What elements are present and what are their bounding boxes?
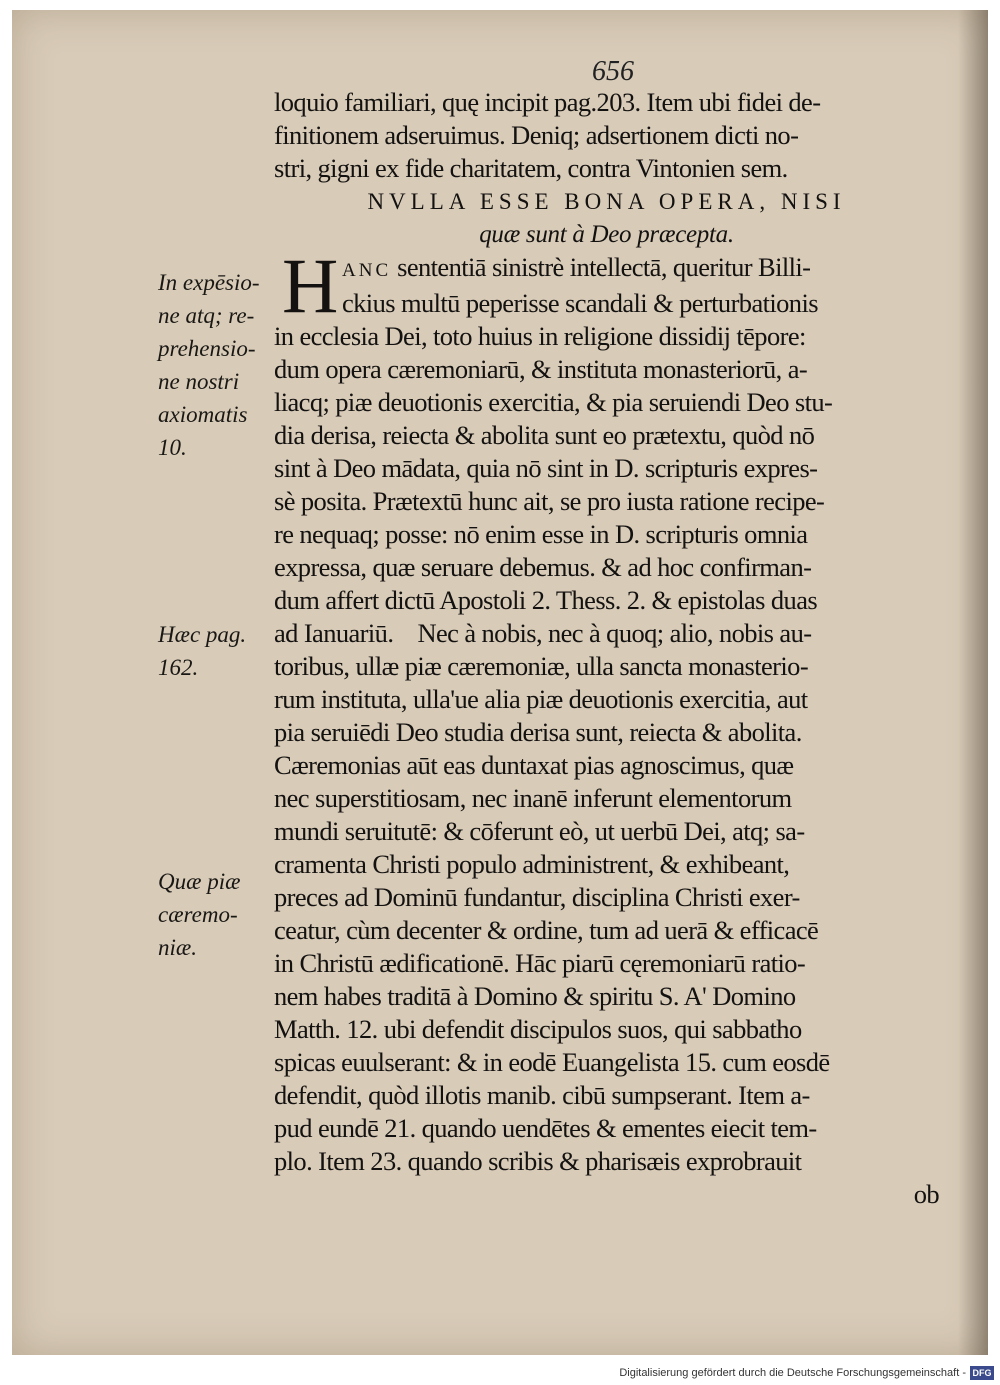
margin-note-line: Quæ piæ xyxy=(158,869,241,894)
first-paragraph xyxy=(274,242,939,329)
text-line: nem habes traditā à Domino & spiritu S. A' Domino xyxy=(274,981,796,1011)
margin-note-line: ne nostri xyxy=(158,369,240,394)
margin-note-line: In expēsio- xyxy=(158,270,260,295)
margin-note-line: prehensio- xyxy=(158,336,256,361)
text-line: dia derisa, reiecta & abolita sunt eo prætextu, quòd nō xyxy=(274,420,815,450)
margin-note-line: 10. xyxy=(158,435,187,460)
catchword: ob xyxy=(913,1179,939,1209)
text-line: pud eundē 21. quando uendētes & ementes eiecit tem- xyxy=(274,1113,817,1143)
text-line: in ecclesia Dei, toto huius in religione dissidij tēpore: xyxy=(274,321,806,351)
page-number: 656 xyxy=(592,56,634,87)
margin-note-line: 162. xyxy=(158,655,199,680)
text-line: ceatur, cùm decenter & ordine, tum ad uerā & efficacē xyxy=(274,915,819,945)
margin-note-expension xyxy=(158,266,263,464)
main-text-block xyxy=(274,86,939,1211)
text-line: re nequaq; posse: nō enim esse in D. scripturis omnia xyxy=(274,519,808,549)
text-line: mundi seruitutē: & cōferunt eò, ut uerbū Dei, atq; sa- xyxy=(274,816,805,846)
text-line: cramenta Christi populo administrent, & exhibeant, xyxy=(274,849,790,879)
first-line-rest: sententiā sinistrè intellectā, queritur Billi- xyxy=(391,252,811,282)
text-line: ad Ianuariū. Nec à nobis, nec à quoq; alio, nobis au- xyxy=(274,618,812,648)
text-line: plo. Item 23. quando scribis & pharisæis exprobrauit xyxy=(274,1146,802,1176)
text-line: preces ad Dominū fundantur, disciplina Christi exer- xyxy=(274,882,800,912)
text-line xyxy=(274,251,939,287)
margin-note-line: ne atq; re- xyxy=(158,303,255,328)
text-line: defendit, quòd illotis manib. cibū sumpserant. Item a- xyxy=(274,1080,810,1110)
text-line: Matth. 12. ubi defendit discipulos suos, qui sabbatho xyxy=(274,1014,802,1044)
first-word-smallcaps: ANC xyxy=(342,260,392,281)
text-line: Cæremonias aūt eas duntaxat pias agnoscimus, quæ xyxy=(274,750,794,780)
margin-note-page-ref xyxy=(158,618,263,684)
text-line: expressa, quæ seruare debemus. & ad hoc confirman- xyxy=(274,552,812,582)
dfg-logo: DFG xyxy=(970,1366,994,1380)
margin-note-line: axiomatis xyxy=(158,402,248,427)
footer-credit: Digitalisierung gefördert durch die Deutsche Forschungsgemeinschaft - xyxy=(619,1367,966,1379)
page-gutter-shadow xyxy=(958,10,988,1355)
text-line: toribus, ullæ piæ cæremoniæ, ulla sancta monasterio- xyxy=(274,651,809,681)
text-line: stri, gigni ex fide charitatem, contra Vintonien sem. xyxy=(274,153,788,183)
text-line: rum instituta, ulla'ue alia piæ deuotionis exercitia, aut xyxy=(274,684,808,714)
text-line: finitionem adseruimus. Deniq; adsertionem dicti no- xyxy=(274,120,799,150)
drop-cap: H xyxy=(282,242,339,329)
margin-note-ceremonies xyxy=(158,865,263,964)
text-line: ckius multū peperisse scandali & perturbationis xyxy=(342,288,818,318)
text-line: pia seruiēdi Deo studia derisa sunt, reiecta & abolita. xyxy=(274,717,802,747)
text-line: nec superstitiosam, nec inanē inferunt elementorum xyxy=(274,783,792,813)
margin-note-line: cæremo- xyxy=(158,902,238,927)
text-line: sint à Deo mādata, quia nō sint in D. scripturis expres- xyxy=(274,453,818,483)
margin-note-line: Hæc pag. xyxy=(158,622,247,647)
text-line: in Christū ædificationē. Hāc piarū cęremoniarū ratio- xyxy=(274,948,806,978)
text-line: sè posita. Prætextū hunc ait, se pro iusta ratione recipe- xyxy=(274,486,825,516)
section-subheading: quæ sunt à Deo præcepta. xyxy=(479,221,734,248)
margin-note-line: niæ. xyxy=(158,935,197,960)
text-line: spicas euulserant: & in eodē Euangelista 15. cum eosdē xyxy=(274,1047,830,1077)
section-heading: NVLLA ESSE BONA OPERA, NISI xyxy=(367,189,846,214)
text-line: dum affert dictū Apostoli 2. Thess. 2. & epistolas duas xyxy=(274,585,818,615)
text-line: dum opera cæremoniarū, & instituta monasteriorū, a- xyxy=(274,354,808,384)
text-line: loquio familiari, quę incipit pag.203. Item ubi fidei de- xyxy=(274,87,821,117)
text-line: liacq; piæ deuotionis exercitia, & pia seruiendi Deo stu- xyxy=(274,387,833,417)
